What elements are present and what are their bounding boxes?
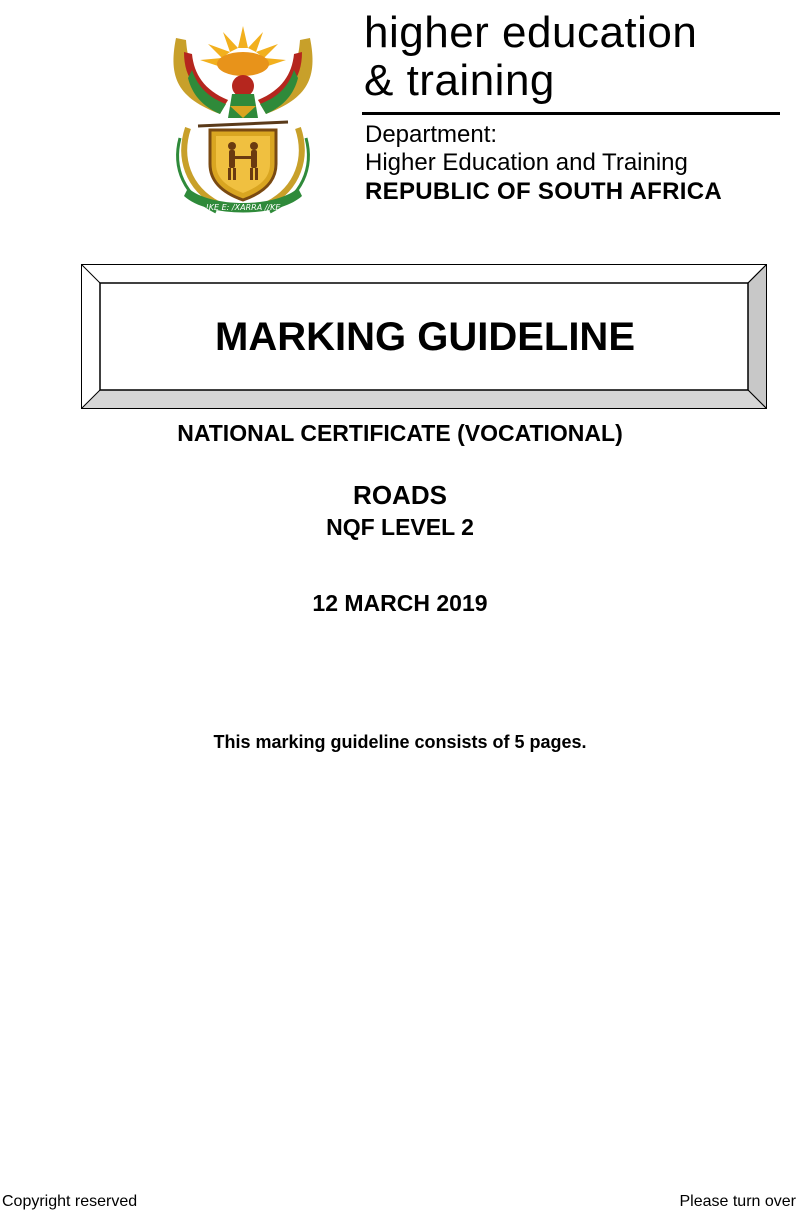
certificate-name: NATIONAL CERTIFICATE (VOCATIONAL) xyxy=(177,420,623,446)
exam-date: 12 MARCH 2019 xyxy=(312,590,488,616)
brand-line-1: higher education xyxy=(364,8,698,57)
subject-name: ROADS xyxy=(353,480,447,510)
brand-line-2: & training xyxy=(364,56,555,105)
department-name: Higher Education and Training xyxy=(365,149,688,176)
page-count-note: This marking guideline consists of 5 pages. xyxy=(213,732,587,752)
coat-of-arms-icon xyxy=(158,18,328,223)
nqf-level: NQF LEVEL 2 xyxy=(326,514,474,540)
footer-copyright: Copyright reserved xyxy=(2,1193,138,1210)
country-name: REPUBLIC OF SOUTH AFRICA xyxy=(365,178,722,205)
emblem-motto: !KE E: /XARRA //KE xyxy=(205,203,281,212)
footer-turn-over: Please turn over xyxy=(679,1193,796,1210)
document-title: MARKING GUIDELINE xyxy=(215,314,635,359)
department-label: Department: xyxy=(365,121,498,148)
brand-divider xyxy=(362,112,780,115)
